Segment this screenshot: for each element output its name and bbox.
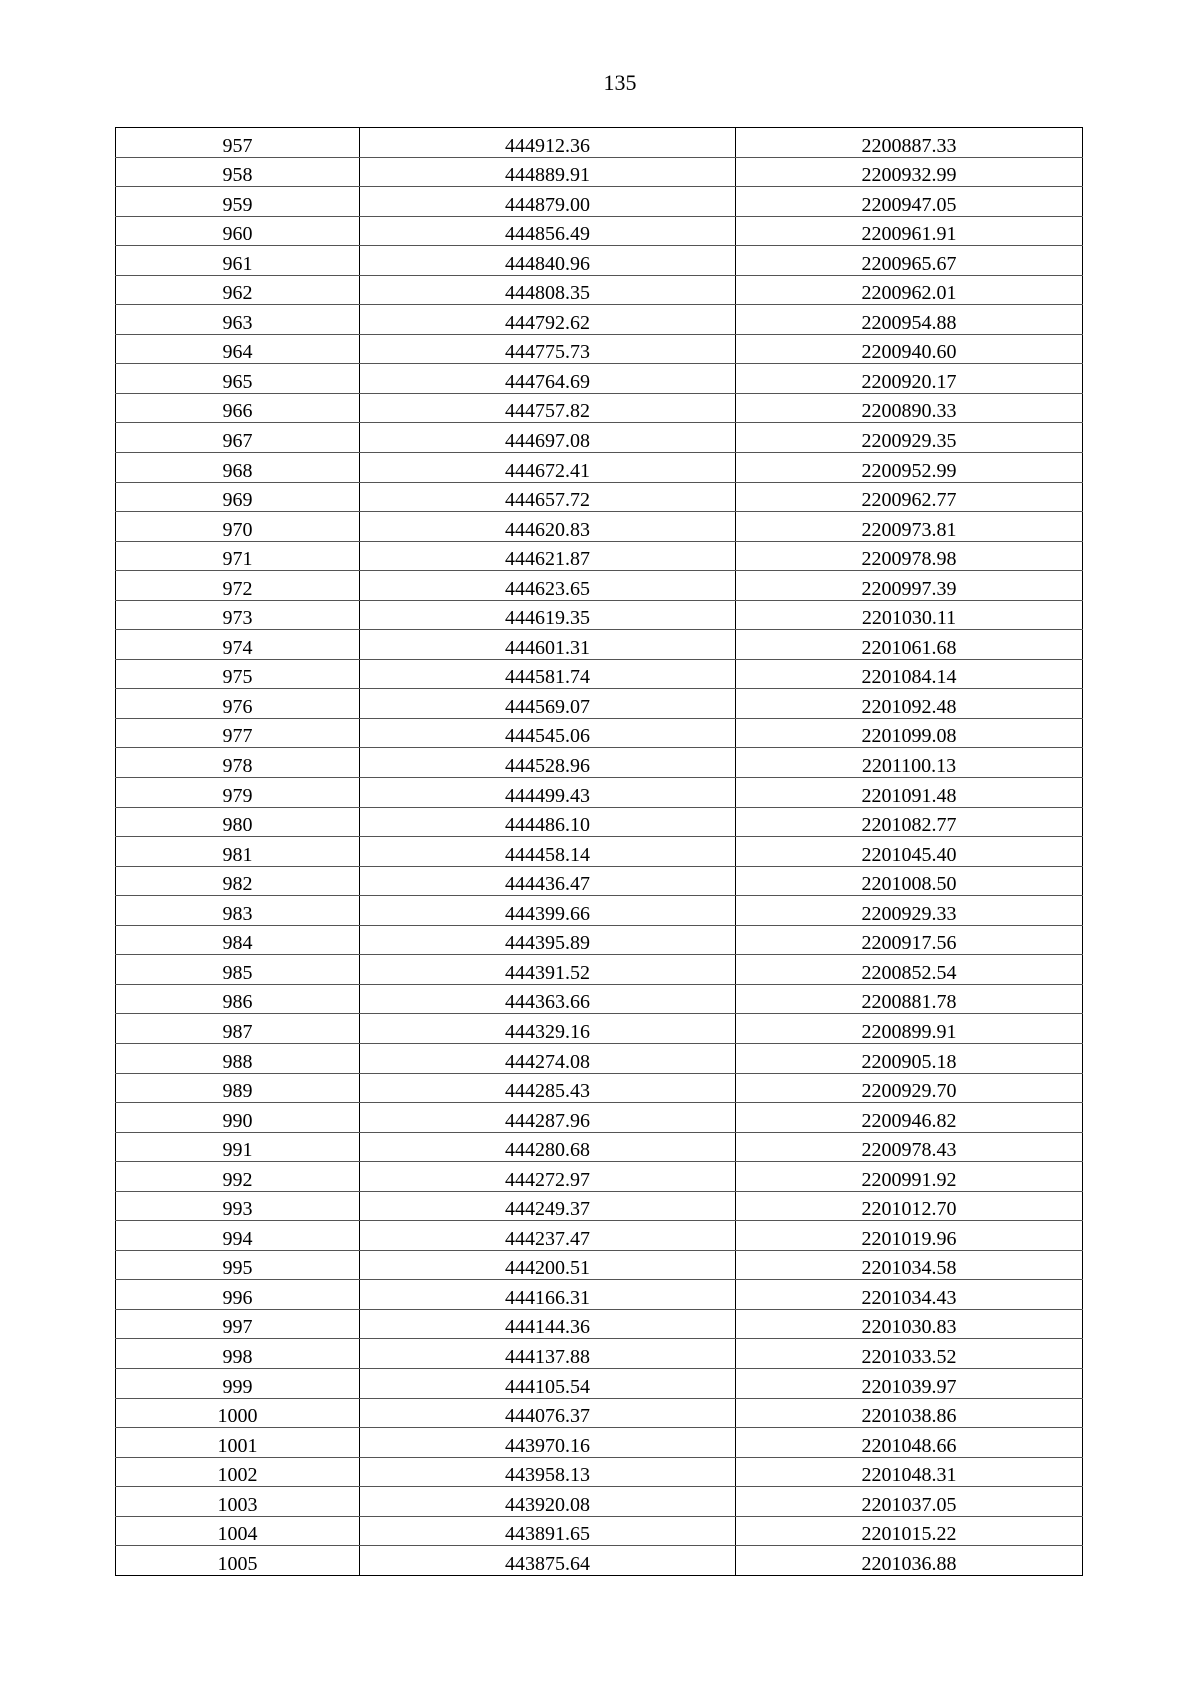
y-coordinate-cell: 2200973.81 bbox=[736, 512, 1083, 542]
x-coordinate-cell: 444458.14 bbox=[360, 837, 736, 867]
x-coordinate-cell: 444889.91 bbox=[360, 157, 736, 187]
y-coordinate-cell: 2200940.60 bbox=[736, 334, 1083, 364]
x-coordinate-cell: 444757.82 bbox=[360, 393, 736, 423]
table-row bbox=[116, 246, 1083, 276]
point-number-cell: 958 bbox=[116, 157, 360, 187]
y-coordinate-cell: 2200887.33 bbox=[736, 128, 1083, 158]
point-number-cell: 989 bbox=[116, 1073, 360, 1103]
x-coordinate-cell: 443958.13 bbox=[360, 1457, 736, 1487]
x-coordinate-cell: 444619.35 bbox=[360, 600, 736, 630]
x-coordinate-cell: 444620.83 bbox=[360, 512, 736, 542]
point-number-cell: 982 bbox=[116, 866, 360, 896]
table-row bbox=[116, 807, 1083, 837]
point-number-cell: 967 bbox=[116, 423, 360, 453]
y-coordinate-cell: 2201039.97 bbox=[736, 1368, 1083, 1398]
x-coordinate-cell: 444280.68 bbox=[360, 1132, 736, 1162]
point-number-cell: 977 bbox=[116, 718, 360, 748]
y-coordinate-cell: 2200954.88 bbox=[736, 305, 1083, 335]
table-row bbox=[116, 748, 1083, 778]
table-row bbox=[116, 305, 1083, 335]
x-coordinate-cell: 444363.66 bbox=[360, 984, 736, 1014]
point-number-cell: 1004 bbox=[116, 1516, 360, 1546]
point-number-cell: 975 bbox=[116, 659, 360, 689]
y-coordinate-cell: 2201038.86 bbox=[736, 1398, 1083, 1428]
table-row bbox=[116, 984, 1083, 1014]
table-row bbox=[116, 837, 1083, 867]
x-coordinate-cell: 444237.47 bbox=[360, 1221, 736, 1251]
table-row bbox=[116, 866, 1083, 896]
point-number-cell: 978 bbox=[116, 748, 360, 778]
table-row bbox=[116, 778, 1083, 808]
coordinate-table-body bbox=[116, 128, 1083, 1576]
table-row bbox=[116, 571, 1083, 601]
point-number-cell: 969 bbox=[116, 482, 360, 512]
table-row bbox=[116, 600, 1083, 630]
x-coordinate-cell: 444499.43 bbox=[360, 778, 736, 808]
x-coordinate-cell: 444840.96 bbox=[360, 246, 736, 276]
y-coordinate-cell: 2201034.58 bbox=[736, 1250, 1083, 1280]
table-row bbox=[116, 1162, 1083, 1192]
table-row bbox=[116, 1132, 1083, 1162]
x-coordinate-cell: 444395.89 bbox=[360, 925, 736, 955]
point-number-cell: 1005 bbox=[116, 1546, 360, 1576]
table-row bbox=[116, 1309, 1083, 1339]
x-coordinate-cell: 443970.16 bbox=[360, 1428, 736, 1458]
table-row bbox=[116, 1014, 1083, 1044]
point-number-cell: 999 bbox=[116, 1368, 360, 1398]
y-coordinate-cell: 2200962.77 bbox=[736, 482, 1083, 512]
point-number-cell: 965 bbox=[116, 364, 360, 394]
table-row bbox=[116, 1043, 1083, 1073]
table-row bbox=[116, 1073, 1083, 1103]
point-number-cell: 962 bbox=[116, 275, 360, 305]
y-coordinate-cell: 2201019.96 bbox=[736, 1221, 1083, 1251]
table-row bbox=[116, 512, 1083, 542]
table-row bbox=[116, 157, 1083, 187]
x-coordinate-cell: 444569.07 bbox=[360, 689, 736, 719]
point-number-cell: 1003 bbox=[116, 1487, 360, 1517]
table-row bbox=[116, 453, 1083, 483]
y-coordinate-cell: 2201033.52 bbox=[736, 1339, 1083, 1369]
table-row bbox=[116, 1398, 1083, 1428]
x-coordinate-cell: 444545.06 bbox=[360, 718, 736, 748]
y-coordinate-cell: 2201091.48 bbox=[736, 778, 1083, 808]
y-coordinate-cell: 2201008.50 bbox=[736, 866, 1083, 896]
table-row bbox=[116, 393, 1083, 423]
x-coordinate-cell: 444105.54 bbox=[360, 1368, 736, 1398]
point-number-cell: 968 bbox=[116, 453, 360, 483]
table-row bbox=[116, 187, 1083, 217]
y-coordinate-cell: 2200881.78 bbox=[736, 984, 1083, 1014]
x-coordinate-cell: 444274.08 bbox=[360, 1043, 736, 1073]
x-coordinate-cell: 444808.35 bbox=[360, 275, 736, 305]
table-row bbox=[116, 689, 1083, 719]
point-number-cell: 959 bbox=[116, 187, 360, 217]
x-coordinate-cell: 444581.74 bbox=[360, 659, 736, 689]
point-number-cell: 971 bbox=[116, 541, 360, 571]
y-coordinate-cell: 2201012.70 bbox=[736, 1191, 1083, 1221]
x-coordinate-cell: 444399.66 bbox=[360, 896, 736, 926]
x-coordinate-cell: 444697.08 bbox=[360, 423, 736, 453]
table-row bbox=[116, 1457, 1083, 1487]
y-coordinate-cell: 2200961.91 bbox=[736, 216, 1083, 246]
x-coordinate-cell: 443875.64 bbox=[360, 1546, 736, 1576]
y-coordinate-cell: 2201036.88 bbox=[736, 1546, 1083, 1576]
table-row bbox=[116, 216, 1083, 246]
x-coordinate-cell: 444657.72 bbox=[360, 482, 736, 512]
x-coordinate-cell: 444764.69 bbox=[360, 364, 736, 394]
y-coordinate-cell: 2201030.11 bbox=[736, 600, 1083, 630]
x-coordinate-cell: 444285.43 bbox=[360, 1073, 736, 1103]
table-row bbox=[116, 1221, 1083, 1251]
point-number-cell: 957 bbox=[116, 128, 360, 158]
y-coordinate-cell: 2201030.83 bbox=[736, 1309, 1083, 1339]
point-number-cell: 983 bbox=[116, 896, 360, 926]
table-row bbox=[116, 1546, 1083, 1576]
point-number-cell: 964 bbox=[116, 334, 360, 364]
point-number-cell: 972 bbox=[116, 571, 360, 601]
table-row bbox=[116, 1516, 1083, 1546]
table-row bbox=[116, 896, 1083, 926]
point-number-cell: 1001 bbox=[116, 1428, 360, 1458]
point-number-cell: 987 bbox=[116, 1014, 360, 1044]
y-coordinate-cell: 2200917.56 bbox=[736, 925, 1083, 955]
point-number-cell: 963 bbox=[116, 305, 360, 335]
y-coordinate-cell: 2201099.08 bbox=[736, 718, 1083, 748]
x-coordinate-cell: 444486.10 bbox=[360, 807, 736, 837]
y-coordinate-cell: 2200929.35 bbox=[736, 423, 1083, 453]
table-row bbox=[116, 128, 1083, 158]
point-number-cell: 996 bbox=[116, 1280, 360, 1310]
y-coordinate-cell: 2200997.39 bbox=[736, 571, 1083, 601]
point-number-cell: 966 bbox=[116, 393, 360, 423]
table-row bbox=[116, 1368, 1083, 1398]
table-row bbox=[116, 423, 1083, 453]
table-row bbox=[116, 1339, 1083, 1369]
x-coordinate-cell: 444391.52 bbox=[360, 955, 736, 985]
point-number-cell: 991 bbox=[116, 1132, 360, 1162]
y-coordinate-cell: 2201048.66 bbox=[736, 1428, 1083, 1458]
point-number-cell: 998 bbox=[116, 1339, 360, 1369]
x-coordinate-cell: 444528.96 bbox=[360, 748, 736, 778]
x-coordinate-cell: 444879.00 bbox=[360, 187, 736, 217]
y-coordinate-cell: 2201082.77 bbox=[736, 807, 1083, 837]
point-number-cell: 995 bbox=[116, 1250, 360, 1280]
table-row bbox=[116, 955, 1083, 985]
point-number-cell: 974 bbox=[116, 630, 360, 660]
y-coordinate-cell: 2200920.17 bbox=[736, 364, 1083, 394]
y-coordinate-cell: 2200852.54 bbox=[736, 955, 1083, 985]
x-coordinate-cell: 444623.65 bbox=[360, 571, 736, 601]
table-row bbox=[116, 1250, 1083, 1280]
x-coordinate-cell: 444272.97 bbox=[360, 1162, 736, 1192]
x-coordinate-cell: 444912.36 bbox=[360, 128, 736, 158]
table-row bbox=[116, 482, 1083, 512]
table-row bbox=[116, 275, 1083, 305]
x-coordinate-cell: 444144.36 bbox=[360, 1309, 736, 1339]
y-coordinate-cell: 2200978.98 bbox=[736, 541, 1083, 571]
x-coordinate-cell: 444672.41 bbox=[360, 453, 736, 483]
x-coordinate-cell: 444329.16 bbox=[360, 1014, 736, 1044]
table-row bbox=[116, 1191, 1083, 1221]
y-coordinate-cell: 2201015.22 bbox=[736, 1516, 1083, 1546]
point-number-cell: 961 bbox=[116, 246, 360, 276]
point-number-cell: 985 bbox=[116, 955, 360, 985]
x-coordinate-cell: 444856.49 bbox=[360, 216, 736, 246]
table-row bbox=[116, 925, 1083, 955]
table-row bbox=[116, 334, 1083, 364]
point-number-cell: 973 bbox=[116, 600, 360, 630]
y-coordinate-cell: 2200929.33 bbox=[736, 896, 1083, 926]
x-coordinate-cell: 443891.65 bbox=[360, 1516, 736, 1546]
table-row bbox=[116, 364, 1083, 394]
x-coordinate-cell: 444249.37 bbox=[360, 1191, 736, 1221]
table-row bbox=[116, 630, 1083, 660]
point-number-cell: 1000 bbox=[116, 1398, 360, 1428]
table-row bbox=[116, 718, 1083, 748]
y-coordinate-cell: 2201084.14 bbox=[736, 659, 1083, 689]
y-coordinate-cell: 2201034.43 bbox=[736, 1280, 1083, 1310]
y-coordinate-cell: 2201037.05 bbox=[736, 1487, 1083, 1517]
table-row bbox=[116, 1103, 1083, 1133]
page-number: 135 bbox=[603, 70, 637, 95]
point-number-cell: 990 bbox=[116, 1103, 360, 1133]
point-number-cell: 992 bbox=[116, 1162, 360, 1192]
x-coordinate-cell: 444792.62 bbox=[360, 305, 736, 335]
point-number-cell: 980 bbox=[116, 807, 360, 837]
y-coordinate-cell: 2200952.99 bbox=[736, 453, 1083, 483]
y-coordinate-cell: 2200947.05 bbox=[736, 187, 1083, 217]
x-coordinate-cell: 444601.31 bbox=[360, 630, 736, 660]
y-coordinate-cell: 2200978.43 bbox=[736, 1132, 1083, 1162]
y-coordinate-cell: 2201100.13 bbox=[736, 748, 1083, 778]
table-row bbox=[116, 1280, 1083, 1310]
x-coordinate-cell: 444287.96 bbox=[360, 1103, 736, 1133]
table-row bbox=[116, 541, 1083, 571]
point-number-cell: 970 bbox=[116, 512, 360, 542]
y-coordinate-cell: 2200905.18 bbox=[736, 1043, 1083, 1073]
y-coordinate-cell: 2200929.70 bbox=[736, 1073, 1083, 1103]
point-number-cell: 1002 bbox=[116, 1457, 360, 1487]
x-coordinate-cell: 444621.87 bbox=[360, 541, 736, 571]
point-number-cell: 981 bbox=[116, 837, 360, 867]
x-coordinate-cell: 443920.08 bbox=[360, 1487, 736, 1517]
x-coordinate-cell: 444200.51 bbox=[360, 1250, 736, 1280]
x-coordinate-cell: 444166.31 bbox=[360, 1280, 736, 1310]
x-coordinate-cell: 444137.88 bbox=[360, 1339, 736, 1369]
y-coordinate-cell: 2200899.91 bbox=[736, 1014, 1083, 1044]
coordinate-table bbox=[115, 127, 1083, 1576]
y-coordinate-cell: 2200965.67 bbox=[736, 246, 1083, 276]
point-number-cell: 993 bbox=[116, 1191, 360, 1221]
y-coordinate-cell: 2200946.82 bbox=[736, 1103, 1083, 1133]
point-number-cell: 997 bbox=[116, 1309, 360, 1339]
table-row bbox=[116, 659, 1083, 689]
y-coordinate-cell: 2200890.33 bbox=[736, 393, 1083, 423]
point-number-cell: 976 bbox=[116, 689, 360, 719]
y-coordinate-cell: 2200962.01 bbox=[736, 275, 1083, 305]
y-coordinate-cell: 2201061.68 bbox=[736, 630, 1083, 660]
y-coordinate-cell: 2201045.40 bbox=[736, 837, 1083, 867]
point-number-cell: 984 bbox=[116, 925, 360, 955]
x-coordinate-cell: 444775.73 bbox=[360, 334, 736, 364]
table-row bbox=[116, 1428, 1083, 1458]
x-coordinate-cell: 444076.37 bbox=[360, 1398, 736, 1428]
y-coordinate-cell: 2201092.48 bbox=[736, 689, 1083, 719]
point-number-cell: 979 bbox=[116, 778, 360, 808]
y-coordinate-cell: 2200991.92 bbox=[736, 1162, 1083, 1192]
point-number-cell: 986 bbox=[116, 984, 360, 1014]
x-coordinate-cell: 444436.47 bbox=[360, 866, 736, 896]
point-number-cell: 994 bbox=[116, 1221, 360, 1251]
table-row bbox=[116, 1487, 1083, 1517]
y-coordinate-cell: 2200932.99 bbox=[736, 157, 1083, 187]
point-number-cell: 988 bbox=[116, 1043, 360, 1073]
point-number-cell: 960 bbox=[116, 216, 360, 246]
y-coordinate-cell: 2201048.31 bbox=[736, 1457, 1083, 1487]
